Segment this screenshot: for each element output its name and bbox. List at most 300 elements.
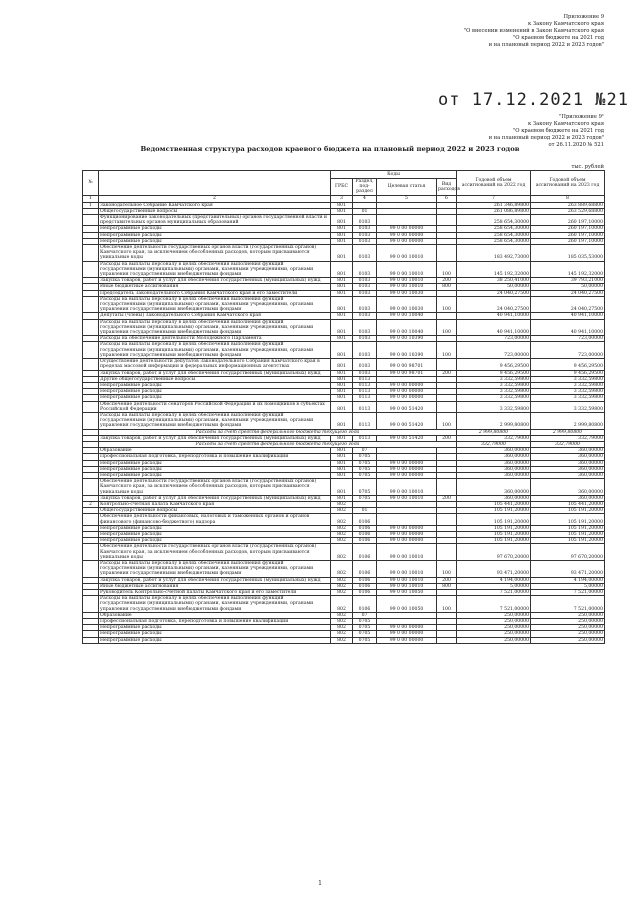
row-csr-cell: 99 0 00 10010 [377, 261, 437, 278]
col-header-csr: Целевая статья [377, 179, 437, 196]
table-body [83, 202, 605, 643]
row-vr-cell: 100 [437, 342, 457, 359]
appendix-header-2 [489, 114, 604, 149]
row-csr-cell: 99 0 00 10010 [377, 561, 437, 578]
row-csr-cell: 99 0 00 00000 [377, 538, 437, 544]
row-value-2022: 5,00000 [457, 583, 531, 589]
table-row [83, 261, 605, 278]
row-razdel-cell: 0705 [353, 625, 377, 631]
row-value-2022: 3 332,59800 [457, 382, 531, 388]
row-value-2023: 39 793,21000 [531, 278, 605, 284]
row-vr-cell: 100 [437, 261, 457, 278]
table-row [83, 245, 605, 262]
row-value-2023: 250,00000 [531, 612, 605, 618]
table-row [83, 538, 605, 544]
row-value-2023: 185 035,53000 [531, 245, 605, 262]
row-razdel-cell: 0113 [353, 401, 377, 412]
row-grbs-cell: 801 [331, 376, 353, 382]
row-csr-cell: 99 0 00 10010 [377, 284, 437, 290]
row-razdel-cell: 0705 [353, 454, 377, 460]
row-razdel-cell: 0705 [353, 460, 377, 466]
row-grbs-cell: 801 [331, 208, 353, 214]
row-value-2023: 263 889,68800 [531, 202, 605, 208]
table-row [83, 454, 605, 460]
row-grbs-cell: 802 [331, 612, 353, 618]
table-row [83, 376, 605, 382]
row-value-2022: 360,00000 [457, 460, 531, 466]
row-value-2022: 723,00000 [457, 336, 531, 342]
row-grbs-cell: 802 [331, 501, 353, 507]
table-row [83, 435, 605, 441]
row-razdel-cell: 07 [353, 448, 377, 454]
row-name-cell: Иные бюджетные ассигнования [99, 284, 331, 290]
row-vr-cell: 200 [437, 495, 457, 501]
row-csr-cell: 99 0 00 00000 [377, 232, 437, 238]
row-num-cell [83, 401, 99, 412]
column-number: 8 [531, 195, 605, 202]
row-value-2022: 360,00000 [457, 448, 531, 454]
row-num-cell [83, 245, 99, 262]
row-name-cell: Расходы на выплаты персоналу в целях обеспечения выполнения функций государственными (муниципальными) органами, казенными учреждениями, органами управления государственными внебюджетными фондами [99, 261, 331, 278]
row-grbs-cell: 802 [331, 596, 353, 613]
col-header-2023: Годовой объем ассигнований на 2023 год [531, 171, 605, 196]
row-grbs-cell: 802 [331, 514, 353, 525]
table-row [83, 583, 605, 589]
header-line: "О внесении изменений в Закон Камчатского края [463, 28, 604, 34]
row-value-2022: 105 441,20000 [457, 501, 531, 507]
row-value-2022: 360,00000 [457, 472, 531, 478]
row-value-2022: 250,00000 [457, 619, 531, 625]
row-csr-cell: 99 0 00 98701 [377, 370, 437, 376]
row-value-2023: 5,00000 [531, 583, 605, 589]
row-value-2023: 2 999,80800 [531, 412, 605, 429]
row-value-2022: 97 670,20000 [457, 544, 531, 561]
row-razdel-cell: 0705 [353, 466, 377, 472]
row-name-cell: Непрограммные расходы [99, 625, 331, 631]
row-value-2023: 360,00000 [531, 495, 605, 501]
row-value-2022: 360,00000 [457, 495, 531, 501]
row-grbs-cell: 802 [331, 508, 353, 514]
row-vr-cell [437, 637, 457, 643]
table-row [83, 625, 605, 631]
row-name-cell: Иные бюджетные ассигнования [99, 583, 331, 589]
table-row [83, 238, 605, 244]
row-num-cell [83, 342, 99, 359]
row-razdel-cell: 0103 [353, 342, 377, 359]
row-razdel-cell: 0705 [353, 619, 377, 625]
row-value-2023: 250,00000 [531, 619, 605, 625]
row-value-2022: 250,00000 [457, 631, 531, 637]
row-value-2022: 360,00000 [457, 479, 531, 496]
row-num-cell [83, 412, 99, 429]
row-csr-cell [377, 514, 437, 525]
row-grbs-cell: 801 [331, 448, 353, 454]
row-value-2023: 24 040,27500 [531, 296, 605, 313]
row-vr-cell: 100 [437, 596, 457, 613]
header-line: "О краевом бюджете на 2021 год [512, 35, 604, 41]
row-num-cell [83, 296, 99, 313]
row-csr-cell: 99 0 00 00000 [377, 382, 437, 388]
row-grbs-cell: 801 [331, 245, 353, 262]
row-grbs-cell: 801 [331, 296, 353, 313]
row-name-cell: Законодательное Собрание Камчатского края [99, 202, 331, 208]
row-vr-cell [437, 514, 457, 525]
row-value-2023: 105 191,20000 [531, 531, 605, 537]
row-value-2023: 40 941,10000 [531, 319, 605, 336]
row-name-cell: Непрограммные расходы [99, 637, 331, 643]
row-razdel-cell: 0106 [353, 583, 377, 589]
table-row [83, 296, 605, 313]
row-vr-cell [437, 359, 457, 370]
row-name-cell: Осуществление деятельности депутатов Законодательного Собрания Камчатского края в пределах массовой информации и федеральных информационных агентствах [99, 359, 331, 370]
row-name-cell: Закупка товаров, работ и услуг для обеспечения государственных (муниципальных) нужд [99, 495, 331, 501]
header-line: и на плановый период 2022 и 2023 годов" [488, 135, 604, 141]
row-razdel-cell: 0106 [353, 514, 377, 525]
table-row [83, 472, 605, 478]
row-razdel-cell: 0113 [353, 435, 377, 441]
row-razdel-cell: 07 [353, 612, 377, 618]
row-razdel-cell: 0705 [353, 472, 377, 478]
row-csr-cell: 99 0 00 10040 [377, 319, 437, 336]
row-vr-cell: 100 [437, 296, 457, 313]
row-vr-cell: 100 [437, 412, 457, 429]
row-grbs-cell: 801 [331, 370, 353, 376]
row-name-cell: Профессиональная подготовка, переподготовка и повышение квалификации [99, 619, 331, 625]
row-value-2022: 24 040,27500 [457, 290, 531, 296]
row-grbs-cell: 802 [331, 561, 353, 578]
row-value-2022: 105 191,20000 [457, 531, 531, 537]
appendix-header [464, 14, 604, 49]
row-value-2023: 360,00000 [531, 466, 605, 472]
row-name-cell: Расходы на выплаты персоналу в целях обеспечения выполнения функций государственными (муниципальными) органами, казенными учреждениями, органами управления государственными внебюджетными фондами [99, 342, 331, 359]
column-number: 2 [99, 195, 331, 202]
table-row [83, 596, 605, 613]
row-value-2023: 250,00000 [531, 625, 605, 631]
table-row [83, 226, 605, 232]
row-value-2022: 40 941,10000 [457, 313, 531, 319]
row-grbs-cell: 801 [331, 495, 353, 501]
row-value-2022: 3 332,59800 [457, 376, 531, 382]
row-name-cell: Контрольно-счетная палата Камчатского края [99, 501, 331, 507]
row-grbs-cell: 801 [331, 226, 353, 232]
row-grbs-cell: 802 [331, 525, 353, 531]
row-razdel-cell: 0705 [353, 495, 377, 501]
table-row [83, 637, 605, 643]
row-razdel-cell: 0113 [353, 395, 377, 401]
row-csr-cell: 99 0 00 51420 [377, 435, 437, 441]
row-name-cell: Непрограммные расходы [99, 238, 331, 244]
row-value-2022: 261 086,89800 [457, 208, 531, 214]
row-name-cell: Непрограммные расходы [99, 531, 331, 537]
row-value-2022: 261 346,89800 [457, 202, 531, 208]
row-value-2023: 332,79000 [531, 435, 605, 441]
row-csr-cell: 99 0 00 00000 [377, 395, 437, 401]
row-razdel-cell: 0106 [353, 596, 377, 613]
row-value-2022: 258 654,30000 [457, 226, 531, 232]
table-row [83, 313, 605, 319]
row-csr-cell: 99 0 00 10010 [377, 577, 437, 583]
row-value-2022: 332,79000 [457, 435, 531, 441]
row-name-cell: Непрограммные расходы [99, 460, 331, 466]
row-name-cell: Профессиональная подготовка, переподготовка и повышение квалификации [99, 454, 331, 460]
row-name-cell: Непрограммные расходы [99, 525, 331, 531]
row-razdel-cell: 0103 [353, 278, 377, 284]
row-value-2022: 7 521,00000 [457, 590, 531, 596]
row-name-cell: Непрограммные расходы [99, 226, 331, 232]
row-value-2023: 9 456,29500 [531, 370, 605, 376]
row-value-2023: 9 456,29500 [531, 359, 605, 370]
row-name-cell: Функционирование законодательных (представительных) органов государственной власти и представительных органов муниципальных образований [99, 215, 331, 226]
row-csr-cell: 99 0 00 10010 [377, 278, 437, 284]
row-razdel-cell: 0103 [353, 313, 377, 319]
row-value-2023: 360,00000 [531, 479, 605, 496]
row-vr-cell: 800 [437, 284, 457, 290]
row-num-cell [83, 561, 99, 578]
row-value-2023: 97 670,20000 [531, 544, 605, 561]
row-name-cell: Непрограммные расходы [99, 466, 331, 472]
row-value-2022: 105 191,20000 [457, 525, 531, 531]
row-razdel-cell: 0106 [353, 525, 377, 531]
col-header-vr: Вид расходов [437, 179, 457, 196]
row-value-2022: 360,00000 [457, 454, 531, 460]
row-vr-cell [437, 245, 457, 262]
row-razdel-cell: 0106 [353, 561, 377, 578]
row-csr-cell: 99 0 00 51420 [377, 401, 437, 412]
row-csr-cell: 99 0 00 00000 [377, 631, 437, 637]
row-grbs-cell: 801 [331, 460, 353, 466]
row-razdel-cell: 0103 [353, 261, 377, 278]
table-row [83, 590, 605, 596]
row-name-cell: Расходы на выплаты персоналу в целях обеспечения выполнения функций государственными (муниципальными) органами, казенными учреждениями, органами управления государственными внебюджетными фондами [99, 596, 331, 613]
row-name-cell: Расходы на обеспечение деятельности Молодежного Парламента [99, 336, 331, 342]
row-razdel-cell: 0113 [353, 389, 377, 395]
row-num-cell [83, 514, 99, 525]
row-value-2022: 3 332,59800 [457, 401, 531, 412]
row-name-cell: Образование [99, 448, 331, 454]
table-row [83, 401, 605, 412]
row-name-cell: Непрограммные расходы [99, 395, 331, 401]
row-value-2022: 24 040,27500 [457, 296, 531, 313]
row-vr-cell [437, 215, 457, 226]
row-value-2022: 332,79000 [457, 441, 531, 447]
header-line: "О краевом бюджете на 2021 год [512, 128, 604, 134]
row-vr-cell [437, 544, 457, 561]
row-value-2022: 250,00000 [457, 625, 531, 631]
row-value-2022: 250,00000 [457, 612, 531, 618]
row-num-cell: 1 [83, 202, 99, 208]
row-value-2023: 3 332,59800 [531, 395, 605, 401]
row-grbs-cell: 801 [331, 313, 353, 319]
row-num-cell [83, 319, 99, 336]
row-name-cell: Закупка товаров, работ и услуг для обеспечения государственных (муниципальных) нужд [99, 278, 331, 284]
row-csr-cell: 99 0 00 10030 [377, 290, 437, 296]
col-header-2022: Годовой объем ассигнований на 2022 год [457, 171, 531, 196]
row-value-2023: 93 471,20000 [531, 561, 605, 578]
row-value-2023: 723,00000 [531, 342, 605, 359]
header-line: к Закону Камчатского края [528, 121, 604, 127]
row-name-cell: Депутаты (члены) Законодательного Собрания Камчатского края [99, 313, 331, 319]
row-csr-cell: 99 0 00 10040 [377, 313, 437, 319]
row-num-cell [83, 479, 99, 496]
row-csr-cell [377, 215, 437, 226]
row-vr-cell: 200 [437, 278, 457, 284]
row-value-2023: 7 521,00000 [531, 590, 605, 596]
row-vr-cell [437, 479, 457, 496]
row-grbs-cell: 802 [331, 619, 353, 625]
row-vr-cell [437, 401, 457, 412]
row-num-cell [83, 261, 99, 278]
header-line: Приложение 9 [563, 14, 604, 20]
table-row [83, 412, 605, 429]
row-name-cell: Расходы на выплаты персоналу в целях обеспечения выполнения функций государственными (муниципальными) органами, казенными учреждениями, органами управления государственными внебюджетными фондами [99, 412, 331, 429]
row-value-2023: 3 332,59800 [531, 376, 605, 382]
row-value-2022: 4 194,00000 [457, 577, 531, 583]
row-vr-cell: 100 [437, 561, 457, 578]
row-num-cell [83, 359, 99, 370]
header-line: и на плановый период 2022 и 2023 годов" [488, 42, 604, 48]
table-row [83, 479, 605, 496]
row-grbs-cell: 801 [331, 202, 353, 208]
row-value-2023: 50,00000 [531, 284, 605, 290]
row-csr-cell: 99 0 00 00000 [377, 525, 437, 531]
row-razdel-cell: 0103 [353, 319, 377, 336]
table-row [83, 290, 605, 296]
header-line: к Закону Камчатского края [528, 21, 604, 27]
row-grbs-cell: 801 [331, 395, 353, 401]
row-value-2022: 40 941,10000 [457, 319, 531, 336]
row-value-2023: 105 191,20000 [531, 514, 605, 525]
row-value-2023: 105 191,20000 [531, 525, 605, 531]
row-value-2023: 40 941,10000 [531, 313, 605, 319]
row-value-2022: 2 999,80800 [457, 412, 531, 429]
row-name-cell: Другие общегосударственные вопросы [99, 376, 331, 382]
row-value-2023: 3 332,59800 [531, 401, 605, 412]
row-name-cell: Непрограммные расходы [99, 382, 331, 388]
row-value-2023: 332,79000 [531, 441, 605, 447]
row-name-cell: Непрограммные расходы [99, 472, 331, 478]
table-row [83, 202, 605, 208]
row-name-cell: Обеспечение деятельности государственных органов власти (государственных органов) Камчатского края, за исключением обособленных расходов, которым присваиваются уникальные коды [99, 544, 331, 561]
table-row [83, 215, 605, 226]
row-name-cell: Непрограммные расходы [99, 538, 331, 544]
table-row [83, 631, 605, 637]
row-value-2022: 258 654,30000 [457, 215, 531, 226]
row-razdel-cell: 0103 [353, 370, 377, 376]
row-value-2023: 7 521,00000 [531, 596, 605, 613]
row-value-2023: 360,00000 [531, 454, 605, 460]
table-row [83, 501, 605, 507]
row-value-2023: 105 441,20000 [531, 501, 605, 507]
page-number: 1 [318, 880, 322, 887]
column-number: 3 [331, 195, 353, 202]
table-row [83, 577, 605, 583]
row-csr-cell: 99 0 00 10390 [377, 336, 437, 342]
row-name-cell: Обеспечение деятельности финансовых, налоговых и таможенных органов и органов финансового (финансово-бюджетного) надзора [99, 514, 331, 525]
row-grbs-cell: 801 [331, 290, 353, 296]
row-razdel-cell: 0106 [353, 590, 377, 596]
row-grbs-cell: 801 [331, 401, 353, 412]
row-razdel-cell: 0103 [353, 296, 377, 313]
row-grbs-cell: 801 [331, 336, 353, 342]
row-grbs-cell: 802 [331, 538, 353, 544]
table-row [83, 466, 605, 472]
row-num-cell [83, 596, 99, 613]
row-value-2022: 3 332,59800 [457, 395, 531, 401]
row-name-cell: Закупка товаров, работ и услуг для обеспечения государственных (муниципальных) нужд [99, 370, 331, 376]
row-vr-cell: 800 [437, 583, 457, 589]
row-value-2022: 2 999,80800 [457, 429, 531, 435]
row-razdel-cell: 0113 [353, 376, 377, 382]
row-csr-cell: 99 0 00 00000 [377, 531, 437, 537]
row-name-cell: Обеспечение деятельности сенаторов Российской Федерации и их помощников в субъектах Российской Федерации [99, 401, 331, 412]
row-grbs-cell: 801 [331, 342, 353, 359]
row-value-2022: 258 654,30000 [457, 232, 531, 238]
row-name-cell: Непрограммные расходы [99, 232, 331, 238]
row-razdel-cell: 0705 [353, 637, 377, 643]
budget-table [82, 170, 605, 644]
col-header-razdel: Раздел, под-раздел [353, 179, 377, 196]
row-csr-cell: 99 0 00 10010 [377, 544, 437, 561]
row-csr-cell: 99 0 00 00000 [377, 466, 437, 472]
row-csr-cell: 99 0 00 10390 [377, 342, 437, 359]
row-value-2022: 360,00000 [457, 466, 531, 472]
row-value-2023: 250,00000 [531, 631, 605, 637]
row-grbs-cell: 801 [331, 382, 353, 388]
col-header-num: № [83, 171, 99, 196]
row-value-2022: 93 471,20000 [457, 561, 531, 578]
row-value-2022: 258 654,30000 [457, 238, 531, 244]
row-csr-cell: 99 0 00 00000 [377, 226, 437, 232]
row-name-cell: Расходы на выплаты персоналу в целях обеспечения выполнения функций государственными (муниципальными) органами, казенными учреждениями, органами управления государственными внебюджетными фондами [99, 296, 331, 313]
row-name-cell: Расходы на выплаты персоналу в целях обеспечения выполнения функций государственными (муниципальными) органами, казенными учреждениями, органами управления государственными внебюджетными фондами [99, 319, 331, 336]
col-header-name [99, 171, 331, 196]
row-razdel-cell: 0103 [353, 232, 377, 238]
row-value-2022: 50,00000 [457, 284, 531, 290]
row-csr-cell: 99 0 00 10050 [377, 590, 437, 596]
row-grbs-cell: 801 [331, 466, 353, 472]
column-number: 7 [457, 195, 531, 202]
row-grbs-cell: 801 [331, 435, 353, 441]
row-value-2023: 3 332,59800 [531, 382, 605, 388]
row-grbs-cell: 802 [331, 544, 353, 561]
row-razdel-cell: 01 [353, 208, 377, 214]
row-num-cell [83, 544, 99, 561]
row-num-cell: 2 [83, 501, 99, 507]
row-csr-cell: 99 0 00 10010 [377, 583, 437, 589]
row-num-cell [83, 215, 99, 226]
row-csr-cell: 99 0 00 00000 [377, 238, 437, 244]
row-grbs-cell: 801 [331, 215, 353, 226]
row-value-2022: 7 521,00000 [457, 596, 531, 613]
row-grbs-cell: 802 [331, 531, 353, 537]
row-csr-cell: 99 0 00 00000 [377, 460, 437, 466]
row-razdel-cell: 0106 [353, 538, 377, 544]
row-name-cell: Обеспечение деятельности государственных органов власти (государственных органов) Камчатского края, за исключением обособленных расходов, которым присваиваются уникальные коды [99, 245, 331, 262]
row-value-2022: 3 332,59800 [457, 389, 531, 395]
row-grbs-cell: 801 [331, 454, 353, 460]
row-csr-cell: 99 0 00 98701 [377, 359, 437, 370]
table-row [83, 389, 605, 395]
row-value-2023: 260 197,10000 [531, 238, 605, 244]
row-value-2023: 360,00000 [531, 460, 605, 466]
table-row [83, 359, 605, 370]
row-grbs-cell: 802 [331, 590, 353, 596]
row-razdel-cell: 0103 [353, 336, 377, 342]
row-name-cell: Расходы за счет средств федерального бюджета текущего года [99, 429, 457, 435]
row-vr-cell: 200 [437, 370, 457, 376]
col-header-codes: Коды [331, 171, 457, 179]
row-razdel-cell: 0103 [353, 359, 377, 370]
